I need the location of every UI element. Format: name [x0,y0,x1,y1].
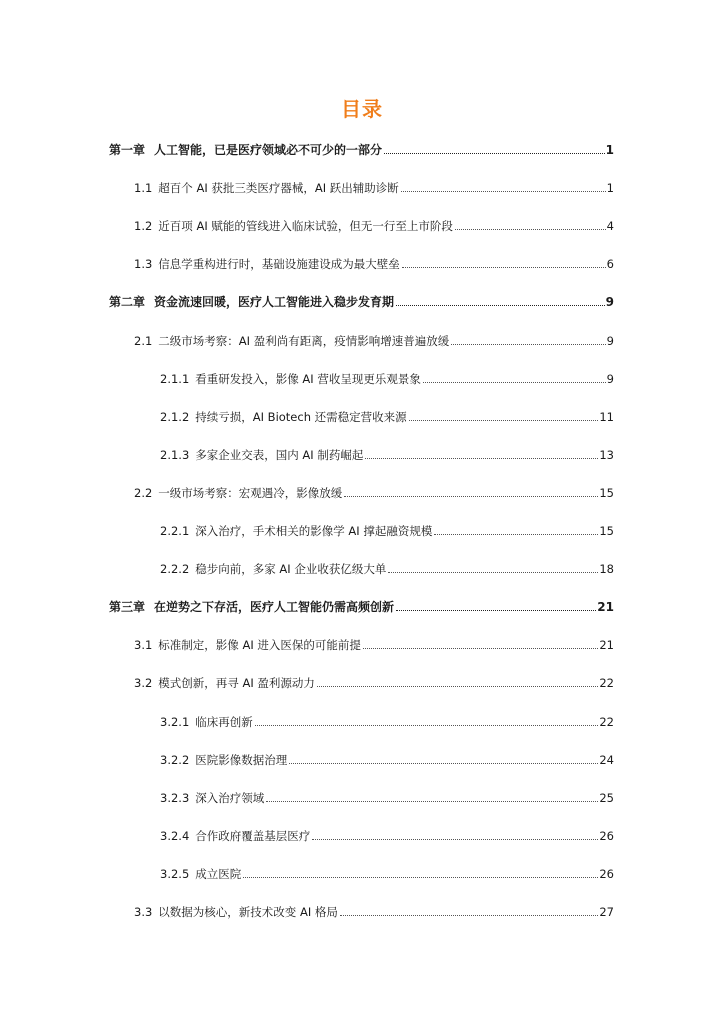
toc-page-number: 21 [599,638,614,652]
toc-entry-number: 3.2.2 [160,753,190,767]
toc-entry-title: 人工智能，已是医疗领域必不可少的一部分 [154,143,383,157]
toc-dot-leader [317,686,598,687]
toc-dot-leader [402,267,606,268]
toc-entry-number: 第三章 [109,600,146,614]
toc-page-number: 6 [606,257,614,271]
toc-dot-leader [388,572,598,573]
toc-section-entry[interactable] [134,634,614,652]
toc-section-entry[interactable] [134,482,614,500]
toc-entry-title: 合作政府覆盖基层医疗 [195,829,311,843]
toc-subsection-entry[interactable] [160,825,614,843]
toc-dot-leader [396,610,596,611]
toc-dot-leader [384,153,605,154]
toc-entry-title: 稳步向前，多家 AI 企业收获亿级大单 [195,562,387,576]
toc-entry-number: 第一章 [109,143,146,157]
toc-entry-title: 持续亏损，AI Biotech 还需稳定营收来源 [195,410,407,424]
toc-subsection-entry[interactable] [160,863,614,881]
toc-page-number: 24 [599,753,614,767]
toc-section-entry[interactable] [134,177,614,195]
toc-dot-leader [423,382,606,383]
toc-dot-leader [289,763,598,764]
toc-dot-leader [455,229,606,230]
toc-chapter-entry[interactable] [109,596,614,614]
toc-entry-number: 2.2.2 [160,562,190,576]
toc-subsection-entry[interactable] [160,520,614,538]
toc-dot-leader [266,801,598,802]
toc-entry-number: 2.1.3 [160,448,190,462]
toc-dot-leader [401,191,606,192]
toc-entry-title: 模式创新，再寻 AI 盈利源动力 [158,676,315,690]
toc-page-number: 13 [599,448,614,462]
toc-entry-title: 深入治疗，手术相关的影像学 AI 撑起融资规模 [195,524,433,538]
toc-entry-number: 第二章 [109,295,146,309]
toc-page-number: 15 [599,524,614,538]
toc-title: 目录 [341,97,383,121]
toc-dot-leader [409,420,599,421]
toc-entry-number: 1.2 [134,219,153,233]
toc-entry-number: 1.3 [134,257,153,271]
toc-section-entry[interactable] [134,672,614,690]
toc-entry-title: 看重研发投入，影像 AI 营收呈现更乐观景象 [195,372,421,386]
toc-entry-number: 2.1.1 [160,372,190,386]
toc-section-entry[interactable] [134,253,614,271]
toc-entry-number: 2.2.1 [160,524,190,538]
toc-dot-leader [255,725,599,726]
toc-page-number: 4 [606,219,614,233]
toc-entry-title: 医院影像数据治理 [195,753,288,767]
toc-entry-title: 信息学重构进行时，基础设施建设成为最大壁垒 [158,257,400,271]
toc-page-number: 26 [599,829,614,843]
toc-page-number: 25 [599,791,614,805]
toc-entry-number: 3.2.3 [160,791,190,805]
toc-entry-title: 深入治疗领域 [195,791,265,805]
toc-dot-leader [365,458,598,459]
toc-page-number: 26 [599,867,614,881]
toc-entry-number: 3.2.5 [160,867,190,881]
toc-subsection-entry[interactable] [160,444,614,462]
toc-entry-title: 多家企业交表，国内 AI 制药崛起 [195,448,364,462]
toc-entry-number: 3.2 [134,676,153,690]
toc-section-entry[interactable] [134,330,614,348]
toc-page-number: 9 [606,372,614,386]
toc-subsection-entry[interactable] [160,558,614,576]
toc-entry-title: 近百项 AI 赋能的管线进入临床试验，但无一行至上市阶段 [158,219,453,233]
toc-chapter-entry[interactable] [109,139,614,157]
toc-entry-title: 以数据为核心，新技术改变 AI 格局 [158,905,338,919]
toc-entry-title: 超百个 AI 获批三类医疗器械，AI 跃出辅助诊断 [158,181,399,195]
toc-entry-number: 3.2.4 [160,829,190,843]
toc-subsection-entry[interactable] [160,368,614,386]
toc-page-number: 9 [605,295,614,309]
toc-entry-title: 成立医院 [195,867,242,881]
toc-entry-title: 二级市场考察：AI 盈利尚有距离，疫情影响增速普遍放缓 [158,334,450,348]
toc-page-number: 18 [599,562,614,576]
toc-entry-title: 标准制定，影像 AI 进入医保的可能前提 [158,638,361,652]
toc-entry-title: 资金流速回暖，医疗人工智能进入稳步发育期 [154,295,395,309]
toc-page-number: 11 [599,410,614,424]
toc-entry-title: 一级市场考察：宏观遇冷，影像放缓 [158,486,343,500]
toc-page-number: 21 [597,600,614,614]
toc-entry-number: 3.3 [134,905,153,919]
toc-page-number: 1 [606,181,614,195]
toc-entry-number: 1.1 [134,181,153,195]
toc-dot-leader [344,496,598,497]
toc-chapter-entry[interactable] [109,291,614,309]
toc-page-number: 27 [599,905,614,919]
toc-subsection-entry[interactable] [160,406,614,424]
toc-entry-number: 2.1 [134,334,153,348]
toc-page-number: 9 [606,334,614,348]
toc-entry-number: 2.2 [134,486,153,500]
toc-section-entry[interactable] [134,901,614,919]
toc-dot-leader [434,534,598,535]
toc-dot-leader [363,648,598,649]
toc-subsection-entry[interactable] [160,787,614,805]
toc-dot-leader [396,305,605,306]
toc-entry-title: 在逆势之下存活，医疗人工智能仍需高频创新 [154,600,395,614]
toc-dot-leader [312,839,598,840]
toc-list [109,0,614,1024]
toc-page-number: 22 [599,715,614,729]
toc-page-number: 15 [599,486,614,500]
toc-section-entry[interactable] [134,215,614,233]
toc-page-number: 1 [605,143,614,157]
toc-subsection-entry[interactable] [160,749,614,767]
toc-page-number: 22 [599,676,614,690]
toc-dot-leader [340,915,598,916]
toc-entry-number: 3.1 [134,638,153,652]
toc-dot-leader [243,877,598,878]
toc-dot-leader [451,344,605,345]
toc-entry-number: 2.1.2 [160,410,190,424]
toc-entry-title: 临床再创新 [195,715,253,729]
toc-entry-number: 3.2.1 [160,715,190,729]
toc-subsection-entry[interactable] [160,711,614,729]
